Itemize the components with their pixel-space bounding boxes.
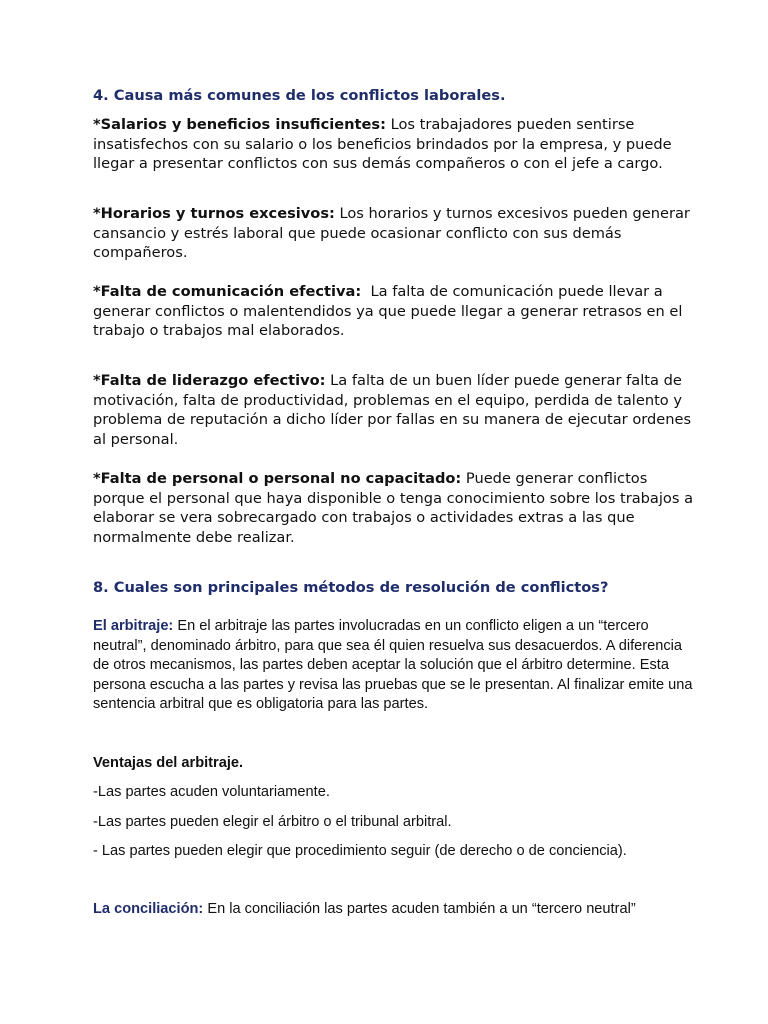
- section-8-heading: 8. Cuales son principales métodos de resolución de conflictos?: [93, 579, 609, 596]
- cause-comunicacion-text: La falta de comunicación puede llevar a generar conflictos o malentendidos ya que puede llegar a generar retrasos en el trabajo o trabajos mal elaborados.: [93, 283, 688, 340]
- cause-horarios-term: *Horarios y turnos excesivos:: [93, 205, 335, 222]
- section-4-heading: 4. Causa más comunes de los conflictos laborales.: [93, 87, 506, 104]
- cause-comunicacion-term: *Falta de comunicación efectiva:: [93, 283, 362, 300]
- cause-salarios-text: Los trabajadores pueden sentirse insatisfechos con su salario o los beneficios brindados por la empresa, y puede llegar a presentar conflictos con sus demás compañeros o con el jefe a cargo.: [93, 116, 672, 173]
- conciliacion-paragraph: [93, 900, 693, 920]
- arbitraje-text: En el arbitraje las partes involucradas en un conflicto eligen a un “tercero neutral”, denominado árbitro, para que sea él quien resuelva sus desacuerdos. A diferencia de otros mecanismos, las partes deben aceptar la solución que el árbitro determine. Esta persona escucha a las partes y revisa las pruebas que se le presentan. Al finalizar emite una sentencia arbitral que es obligatoria para las partes.: [93, 618, 693, 713]
- ventajas-title: Ventajas del arbitraje.: [93, 755, 244, 771]
- ventaja-item: -Las partes pueden elegir el árbitro o el tribunal arbitral.: [93, 814, 452, 830]
- cause-comunicacion-paragraph: [93, 282, 693, 341]
- cause-salarios-term: *Salarios y beneficios insuficientes:: [93, 116, 386, 133]
- arbitraje-term: El arbitraje:: [93, 618, 174, 634]
- arbitraje-paragraph: [93, 617, 693, 715]
- ventaja-item: - Las partes pueden elegir que procedimiento seguir (de derecho o de conciencia).: [93, 843, 627, 859]
- conciliacion-text: En la conciliación las partes acuden también a un “tercero neutral”: [203, 901, 636, 917]
- cause-personal-paragraph: [93, 469, 693, 547]
- cause-liderazgo-term: *Falta de liderazgo efectivo:: [93, 372, 326, 389]
- cause-liderazgo-paragraph: [93, 371, 693, 449]
- cause-liderazgo-text: La falta de un buen líder puede generar falta de motivación, falta de productividad, problemas en el equipo, perdida de talento y problema de reputación a dicho líder por fallas en su manera de ejecutar ordenes al personal.: [93, 372, 692, 448]
- cause-horarios-paragraph: [93, 204, 693, 263]
- cause-personal-text: Puede generar conflictos porque el personal que haya disponible o tenga conocimiento sobre los trabajos a elaborar se vera sobrecargado con trabajos o actividades extras a las que normalmente debe realizar.: [93, 470, 694, 546]
- cause-personal-term: *Falta de personal o personal no capacitado:: [93, 470, 462, 487]
- cause-salarios-paragraph: [93, 115, 693, 174]
- cause-horarios-text: Los horarios y turnos excesivos pueden generar cansancio y estrés laboral que puede ocasionar conflicto con sus demás compañeros.: [93, 205, 690, 262]
- conciliacion-term: La conciliación:: [93, 901, 204, 917]
- ventaja-item: -Las partes acuden voluntariamente.: [93, 784, 330, 800]
